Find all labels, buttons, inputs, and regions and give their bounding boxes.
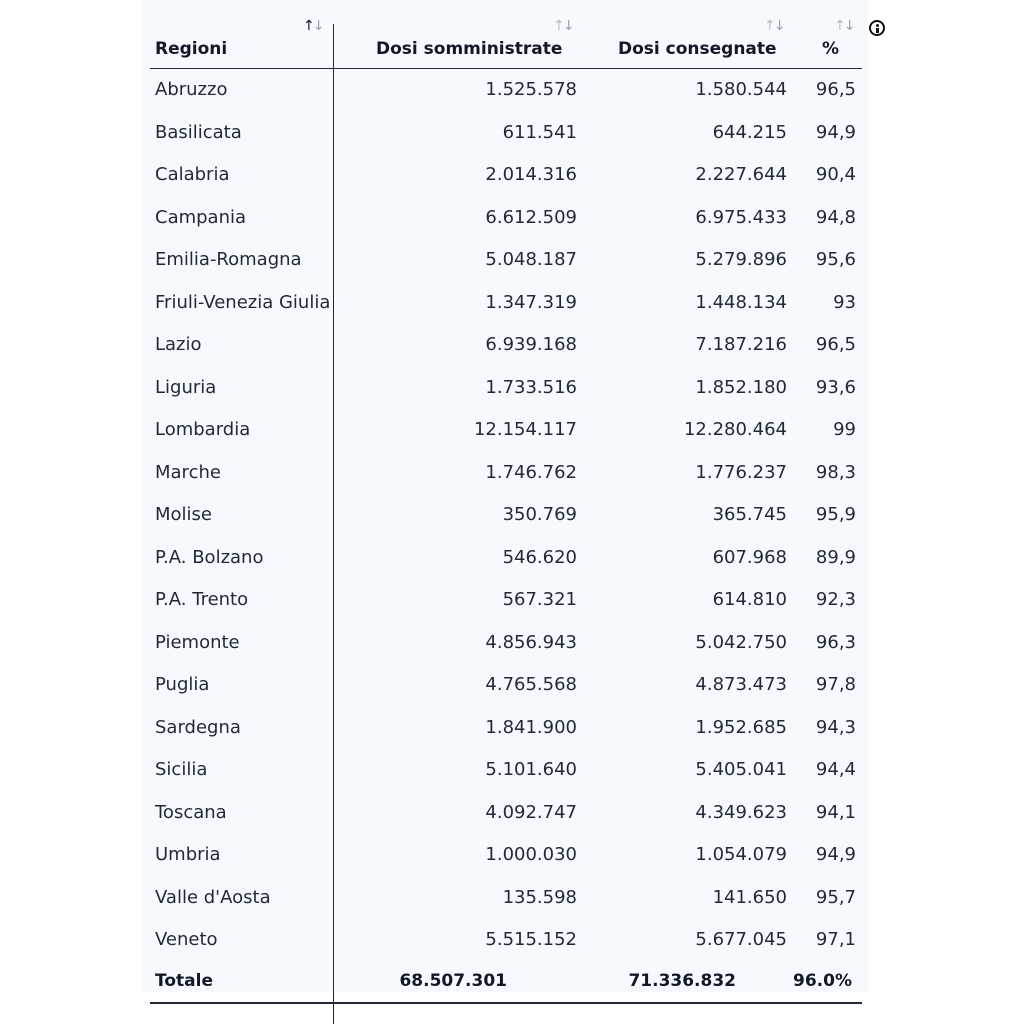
cell-delivered: 5.042.750 [695,631,787,653]
total-administered: 68.507.301 [399,971,507,991]
cell-administered: 2.014.316 [485,164,577,185]
cell-delivered: 5.677.045 [695,929,787,950]
cell-delivered: 6.975.433 [695,206,787,228]
cell-percent: 97,8 [815,674,856,695]
header-delivered[interactable]: Dosi consegnate [618,39,777,59]
cell-percent: 97,1 [815,929,856,950]
cell-percent: 96,5 [815,334,856,355]
sort-delivered-icon[interactable]: ↑↓ [764,18,784,34]
cell-percent: 89,9 [815,546,856,568]
sort-percent-icon[interactable]: ↑↓ [834,18,854,34]
table-row [150,324,862,366]
table-row [150,154,862,196]
cell-region: Basilicata [155,121,242,143]
table-row [150,834,862,876]
cell-percent: 99 [833,419,856,440]
cell-administered: 6.939.168 [485,334,577,355]
header-administered[interactable]: Dosi somministrate [376,39,563,59]
cell-delivered: 1.952.685 [695,716,787,738]
cell-region: Valle d'Aosta [155,886,271,908]
info-icon[interactable] [869,20,885,36]
table-row [150,452,862,494]
cell-region: Sardegna [155,716,241,738]
cell-region: Marche [155,461,221,483]
cell-region: Veneto [155,929,218,950]
cell-administered: 12.154.117 [473,419,577,440]
cell-delivered: 5.279.896 [695,249,787,270]
table-row [150,239,862,281]
cell-region: Lazio [155,334,202,355]
cell-percent: 94,9 [815,121,856,143]
cell-administered: 135.598 [502,886,577,908]
cell-delivered: 607.968 [712,546,787,568]
cell-administered: 6.612.509 [485,206,577,228]
table-row [150,919,862,961]
cell-percent: 94,4 [815,759,856,780]
cell-delivered: 644.215 [712,121,787,143]
cell-region: Puglia [155,674,210,695]
cell-administered: 567.321 [502,589,577,610]
cell-administered: 1.733.516 [485,376,577,398]
cell-delivered: 141.650 [712,886,787,908]
cell-administered: 1.841.900 [485,716,577,738]
cell-administered: 1.525.578 [485,79,577,100]
header-regions[interactable]: Regioni [155,39,228,59]
cell-region: Liguria [155,376,217,398]
column-divider [333,24,334,1024]
cell-delivered: 12.280.464 [683,419,787,440]
cell-delivered: 1.448.134 [695,291,787,313]
cell-delivered: 4.873.473 [695,674,787,695]
cell-region: Calabria [155,164,230,185]
cell-percent: 94,3 [815,716,856,738]
cell-region: Lombardia [155,419,251,440]
cell-region: Umbria [155,844,221,865]
cell-region: P.A. Bolzano [155,546,264,568]
cell-delivered: 614.810 [712,589,787,610]
cell-region: Molise [155,504,212,525]
cell-percent: 95,6 [815,249,856,270]
cell-region: Abruzzo [155,79,228,100]
sort-administered-icon[interactable]: ↑↓ [553,18,573,34]
total-row [150,960,862,1002]
cell-percent: 96,5 [815,79,856,100]
cell-percent: 96,3 [815,631,856,653]
cell-administered: 4.856.943 [485,631,577,653]
cell-delivered: 1.776.237 [695,461,787,483]
cell-region: Piemonte [155,631,240,653]
table-row [150,664,862,706]
cell-administered: 1.000.030 [485,844,577,865]
cell-percent: 95,9 [815,504,856,525]
cell-administered: 350.769 [502,504,577,525]
cell-percent: 98,3 [815,461,856,483]
cell-delivered: 7.187.216 [695,334,787,355]
table-row [150,579,862,621]
sort-regions-icon[interactable]: ↑↓ [303,18,323,34]
table-row [150,877,862,919]
total-percent: 96.0% [793,971,852,991]
table-row [150,792,862,834]
cell-delivered: 1.054.079 [695,844,787,865]
total-delivered: 71.336.832 [628,971,736,991]
cell-administered: 611.541 [502,121,577,143]
table-row [150,367,862,409]
bottom-divider [150,1002,862,1004]
table-row [150,197,862,239]
cell-administered: 4.092.747 [485,801,577,823]
header-percent[interactable]: % [822,39,840,59]
cell-administered: 4.765.568 [485,674,577,695]
cell-percent: 95,7 [815,886,856,908]
cell-administered: 1.746.762 [485,461,577,483]
cell-percent: 94,9 [815,844,856,865]
table-header [150,0,862,69]
table-row [150,494,862,536]
cell-delivered: 5.405.041 [695,759,787,780]
total-label: Totale [155,971,213,991]
cell-delivered: 4.349.623 [695,801,787,823]
cell-region: Campania [155,206,247,228]
cell-percent: 94,8 [815,206,856,228]
cell-administered: 5.515.152 [485,929,577,950]
cell-delivered: 365.745 [712,504,787,525]
cell-administered: 5.101.640 [485,759,577,780]
cell-percent: 93 [833,291,856,313]
cell-region: Emilia-Romagna [155,249,302,270]
cell-percent: 90,4 [815,164,856,185]
cell-delivered: 1.852.180 [695,376,787,398]
cell-region: Friuli-Venezia Giulia [155,291,331,313]
cell-region: Toscana [155,801,227,823]
cell-administered: 1.347.319 [485,291,577,313]
table-row [150,749,862,791]
table-row [150,69,862,111]
table-row [150,112,862,154]
cell-administered: 546.620 [502,546,577,568]
cell-percent: 94,1 [815,801,856,823]
cell-administered: 5.048.187 [485,249,577,270]
table-row [150,282,862,324]
cell-region: P.A. Trento [155,589,249,610]
table-row [150,707,862,749]
cell-delivered: 2.227.644 [695,164,787,185]
table-row [150,622,862,664]
cell-delivered: 1.580.544 [695,79,787,100]
cell-percent: 92,3 [815,589,856,610]
cell-region: Sicilia [155,759,208,780]
table-row [150,409,862,451]
cell-percent: 93,6 [815,376,856,398]
table-row [150,537,862,579]
